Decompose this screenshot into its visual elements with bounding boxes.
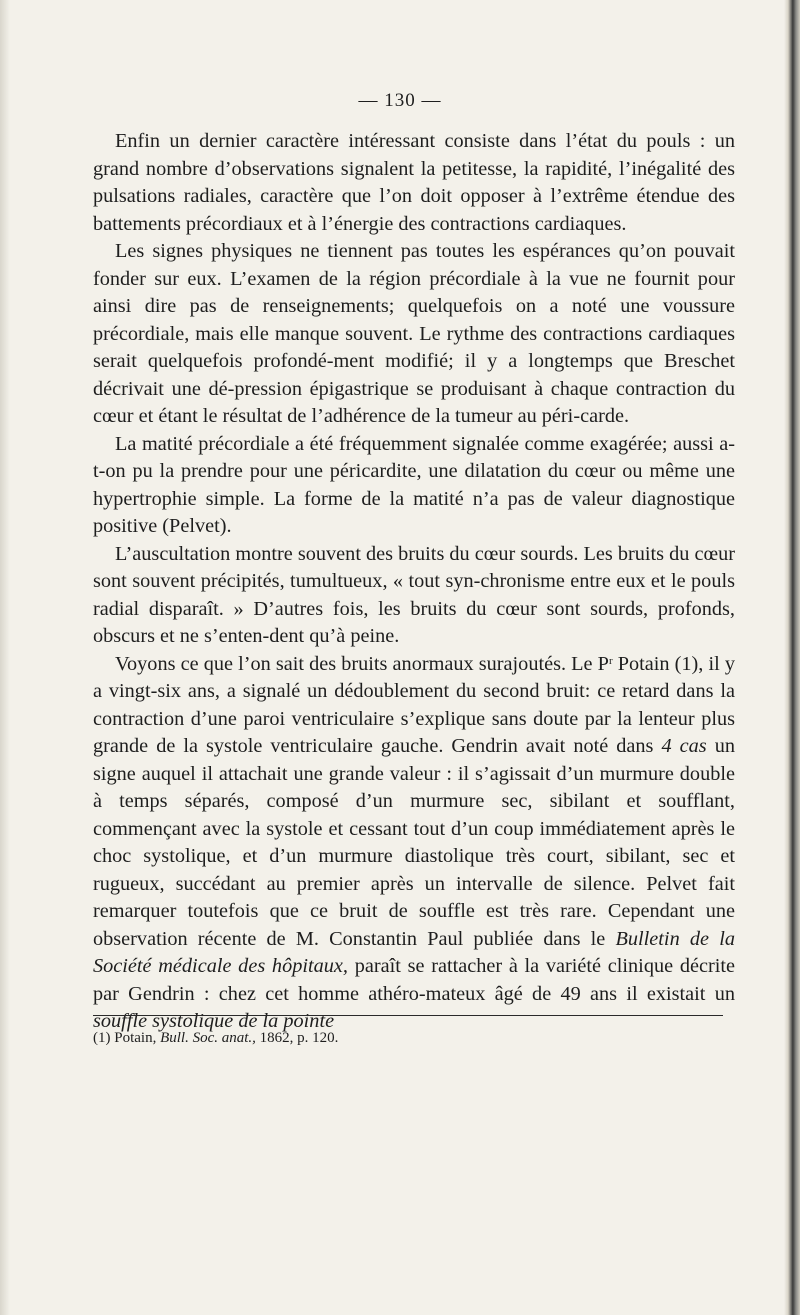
- page-number: — 130 —: [358, 90, 442, 111]
- abnormal-sounds-text-4: paraît se rattacher à la variété clinique décrite par Gendrin : chez cet homme athéro-mateux âgé de 49 ans il existait un: [93, 955, 735, 1005]
- abnormal-sounds-text-3: un signe auquel il attachait une grande valeur : il s’agissait d’un murmure double à temps séparés, composé d’un murmure sec, sibilant et soufflant, commençant avec la systole et cessant tout d’un coup immédiatement après le choc systolique, et d’un murmure diastolique très court, sibilant, sec et rugueux, succédant au premier après un intervalle de silence. Pelvet fait remarquer toutefois que ce bruit de souffle est très rare. Cependant une observation récente de M. Constantin Paul publiée dans le: [93, 735, 735, 950]
- page-edge: [784, 0, 800, 1315]
- paragraph-pulse: Enfin un dernier caractère intéressant consiste dans l’état du pouls : un grand nombre d’observations signalent la petitesse, la rapidité, l’inégalité des pulsations radiales, caractère que l’on doit opposer à l’extrême étendue des battements précordiaux et à l’énergie des contractions cardiaques.: [93, 130, 735, 235]
- footnote-rule: [93, 1015, 723, 1016]
- italic-bulletin-title: Bulletin de la Société médicale des hôpitaux,: [93, 927, 735, 977]
- footnote-suffix: 1862, p. 120.: [255, 1030, 339, 1046]
- paragraph-abnormal-sounds: [93, 651, 735, 1036]
- italic-systolic-murmur: souffle systolique de la pointe: [93, 1010, 335, 1032]
- footnote-journal: Bull. Soc. anat.,: [160, 1030, 256, 1046]
- abnormal-sounds-text-2: Potain (1), il y a vingt-six ans, a signalé un dédoublement du second bruit: ce retard dans la contraction d’une paroi ventriculaire s’explique sans doute par la lenteur plus grande de la systole ventriculaire gauche. Gendrin avait noté dans: [93, 652, 735, 757]
- footnote: [93, 1028, 735, 1048]
- paragraph-auscultation: L’auscultation montre souvent des bruits du cœur sourds. Les bruits du cœur sont souvent précipités, tumultueux, « tout syn-chronisme entre eux et le pouls radial disparaît. » D’autres fois, les bruits du cœur sont sourds, profonds, obscurs et ne s’enten-dent qu’à peine.: [93, 542, 735, 647]
- italic-four-cases: 4 cas: [661, 735, 707, 757]
- body-text: [93, 128, 735, 1036]
- abnormal-sounds-text-1: Voyons ce que l’on sait des bruits anormaux surajoutés. Le P: [115, 652, 609, 675]
- page-gutter-shadow: [0, 0, 10, 1315]
- paragraph-precordial-dullness: La matité précordiale a été fréquemment signalée comme exagérée; aussi a-t-on pu la prendre pour une péricardite, une dilatation du cœur ou même une hypertrophie simple. La forme de la matité n’a pas de valeur diagnostique positive (Pelvet).: [93, 432, 735, 537]
- paragraph-physical-signs: Les signes physiques ne tiennent pas toutes les espérances qu’on pouvait fonder sur eux. L’examen de la région précordiale à la vue ne fournit pour ainsi dire pas de renseignements; quelquefois on a noté une voussure précordiale, mais elle manque souvent. Le rythme des contractions cardiaques serait quelquefois profondé-ment modifié; il y a longtemps que Breschet décrivait une dé-pression épigastrique se produisant à chaque contraction du cœur et étant le résultat de l’adhérence de la tumeur au péri-carde.: [93, 240, 735, 427]
- footnote-prefix: (1) Potain,: [93, 1030, 161, 1046]
- superscript-r: r: [608, 654, 613, 667]
